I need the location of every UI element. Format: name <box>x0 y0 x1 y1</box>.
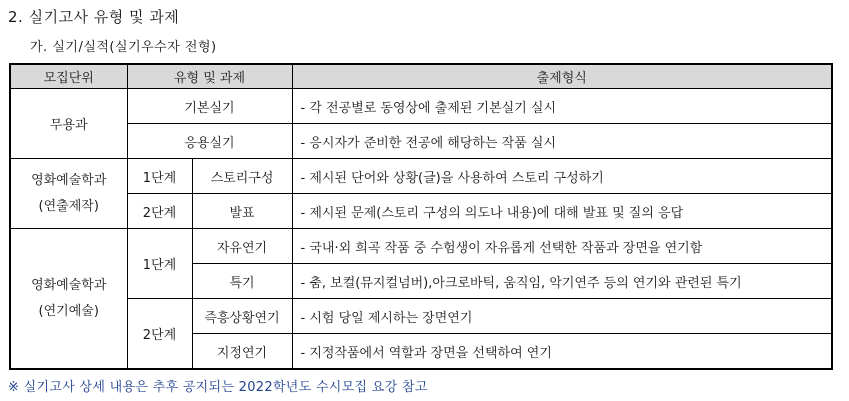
table-row <box>10 299 832 334</box>
type-cell: 발표 <box>192 194 292 229</box>
footnote: ※ 실기고사 상세 내용은 추후 공지되는 2022학년도 수시모집 요강 참고 <box>8 380 428 395</box>
unit-name: 영화예술학과 <box>31 277 107 293</box>
table-row <box>10 89 832 124</box>
table-row <box>10 229 832 264</box>
type-cell: 응용실기 <box>127 124 292 159</box>
header-unit: 모집단위 <box>10 64 127 89</box>
type-cell: 스토리구성 <box>192 159 292 194</box>
stage-cell: 1단계 <box>127 229 192 299</box>
type-cell: 기본실기 <box>127 89 292 124</box>
unit-name: 영화예술학과 <box>31 172 107 188</box>
table-row <box>10 159 832 194</box>
header-format: 출제형식 <box>292 64 832 89</box>
format-cell: - 춤, 보컬(뮤지컬넘버),아크로바틱, 움직임, 악기연주 등의 연기와 관련된 특기 <box>292 264 832 299</box>
subsection-heading: 가. 실기/실적(실기우수자 전형) <box>30 40 217 55</box>
stage-cell: 2단계 <box>127 194 192 229</box>
section-heading: 2. 실기고사 유형 및 과제 <box>8 8 180 26</box>
unit-cell <box>10 229 127 370</box>
table-row <box>10 194 832 229</box>
format-cell: - 지정작품에서 역할과 장면을 선택하여 연기 <box>292 334 832 370</box>
format-cell: - 각 전공별로 동영상에 출제된 기본실기 실시 <box>292 89 832 124</box>
format-cell: - 제시된 문제(스토리 구성의 의도나 내용)에 대해 발표 및 질의 응답 <box>292 194 832 229</box>
unit-cell <box>10 159 127 229</box>
table-header-row <box>10 64 832 89</box>
unit-track: (연기예술) <box>38 303 99 319</box>
table-row <box>10 124 832 159</box>
unit-track: (연출제작) <box>38 198 99 214</box>
format-cell: - 국내·외 희곡 작품 중 수험생이 자유롭게 선택한 작품과 장면을 연기함 <box>292 229 832 264</box>
format-cell: - 시험 당일 제시하는 장면연기 <box>292 299 832 334</box>
type-cell: 자유연기 <box>192 229 292 264</box>
type-cell: 지정연기 <box>192 334 292 370</box>
format-cell: - 응시자가 준비한 전공에 해당하는 작품 실시 <box>292 124 832 159</box>
type-cell: 특기 <box>192 264 292 299</box>
type-cell: 즉흥상황연기 <box>192 299 292 334</box>
format-cell: - 제시된 단어와 상황(글)을 사용하여 스토리 구성하기 <box>292 159 832 194</box>
header-type: 유형 및 과제 <box>127 64 292 89</box>
unit-cell: 무용과 <box>10 89 127 159</box>
exam-table <box>9 63 833 370</box>
stage-cell: 1단계 <box>127 159 192 194</box>
stage-cell: 2단계 <box>127 299 192 370</box>
